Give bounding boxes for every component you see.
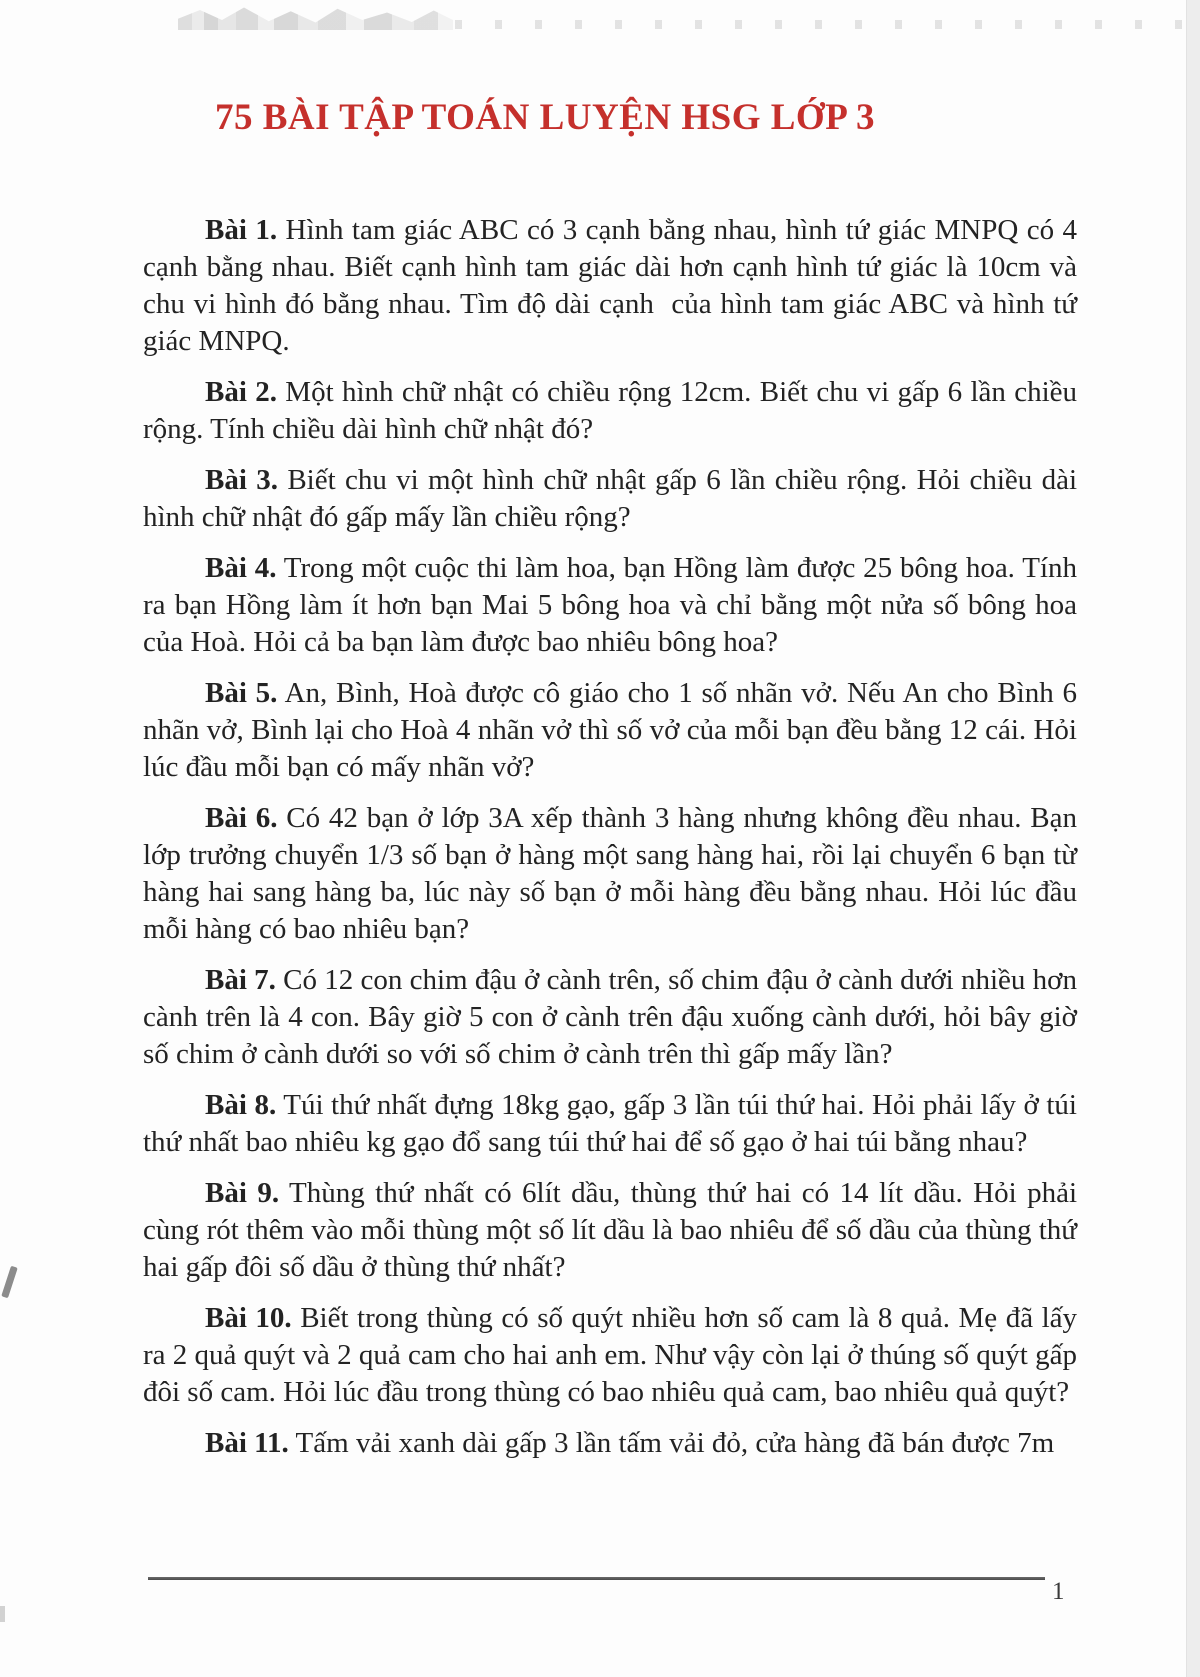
problem-text: Trong một cuộc thi làm hoa, bạn Hồng làm được 25 bông hoa. Tính ra bạn Hồng làm ít hơn bạn Mai 5 bông hoa và chỉ bằng một nửa số bông hoa của Hoà. Hỏi cả ba bạn làm được bao nhiêu bông hoa? bbox=[143, 552, 1078, 658]
problem-paragraph-9 bbox=[143, 1175, 1077, 1286]
scan-artifact-top-blotch bbox=[178, 5, 453, 30]
scan-artifact-right-edge bbox=[1186, 0, 1200, 1677]
problem-label: Bài 2. bbox=[205, 376, 277, 408]
problem-label: Bài 11. bbox=[205, 1427, 289, 1459]
problem-label: Bài 7. bbox=[205, 964, 276, 996]
problem-label: Bài 10. bbox=[205, 1302, 292, 1334]
scan-artifact-top-dashes bbox=[455, 20, 1185, 29]
page-title: 75 BÀI TẬP TOÁN LUYỆN HSG LỚP 3 bbox=[214, 97, 876, 138]
problem-label: Bài 5. bbox=[205, 677, 278, 709]
problem-paragraph-11 bbox=[143, 1425, 1077, 1462]
problem-paragraph-7 bbox=[143, 962, 1077, 1073]
problem-paragraph-4 bbox=[143, 550, 1077, 661]
problem-label: Bài 3. bbox=[205, 464, 278, 496]
problem-paragraph-6 bbox=[143, 800, 1077, 948]
problem-label: Bài 1. bbox=[205, 214, 278, 246]
problem-paragraph-3 bbox=[143, 462, 1077, 536]
problem-paragraph-1 bbox=[143, 212, 1077, 360]
problem-text: Có 42 bạn ở lớp 3A xếp thành 3 hàng nhưng không đều nhau. Bạn lớp trưởng chuyển 1/3 số bạn ở hàng một sang hàng hai, rồi lại chuyển 6 bạn từ hàng hai sang hàng ba, lúc này số bạn ở mỗi hàng đều bằng nhau. Hỏi lúc đầu mỗi hàng có bao nhiêu bạn? bbox=[143, 802, 1077, 945]
page-number: 1 bbox=[1052, 1578, 1065, 1605]
scan-artifact-left-dot bbox=[0, 1606, 5, 1622]
problem-text: Có 12 con chim đậu ở cành trên, số chim đậu ở cành dưới nhiều hơn cành trên là 4 con. Bây giờ 5 con ở cành trên đậu xuống cành dưới, hỏi bây giờ số chim ở cành dưới so với số chim ở cành trên thì gấp mấy lần? bbox=[143, 964, 1077, 1070]
problem-text: An, Bình, Hoà được cô giáo cho 1 số nhãn vở. Nếu An cho Bình 6 nhãn vở, Bình lại cho Hoà 4 nhãn vở thì số vở của mỗi bạn đều bằng 12 cái. Hỏi lúc đầu mỗi bạn có mấy nhãn vở? bbox=[143, 677, 1077, 783]
problems-list bbox=[143, 212, 1077, 1476]
problem-text: Biết chu vi một hình chữ nhật gấp 6 lần chiều rộng. Hỏi chiều dài hình chữ nhật đó gấp mấy lần chiều rộng? bbox=[143, 464, 1078, 533]
problem-label: Bài 8. bbox=[205, 1089, 277, 1121]
problem-text: Thùng thứ nhất có 6lít dầu, thùng thứ hai có 14 lít dầu. Hỏi phải cùng rót thêm vào mỗi thùng một số lít dầu là bao nhiêu để số dầu của thùng thứ hai gấp đôi số dầu ở thùng thứ nhất? bbox=[143, 1177, 1078, 1283]
problem-label: Bài 6. bbox=[205, 802, 278, 834]
problem-text: Túi thứ nhất đựng 18kg gạo, gấp 3 lần túi thứ hai. Hỏi phải lấy ở túi thứ nhất bao nhiêu kg gạo đổ sang túi thứ hai để số gạo ở hai túi bằng nhau? bbox=[143, 1089, 1077, 1158]
problem-paragraph-10 bbox=[143, 1300, 1077, 1411]
problem-paragraph-2 bbox=[143, 374, 1077, 448]
problem-text: Biết trong thùng có số quýt nhiều hơn số cam là 8 quả. Mẹ đã lấy ra 2 quả quýt và 2 quả cam cho hai anh em. Như vậy còn lại ở thúng số quýt gấp đôi số cam. Hỏi lúc đầu trong thùng có bao nhiêu quả cam, bao nhiêu quả quýt? bbox=[143, 1302, 1077, 1408]
footer-divider bbox=[148, 1577, 1045, 1580]
problem-text: Tấm vải xanh dài gấp 3 lần tấm vải đỏ, cửa hàng đã bán được 7m bbox=[295, 1427, 1055, 1459]
problem-text: Hình tam giác ABC có 3 cạnh bằng nhau, hình tứ giác MNPQ có 4 cạnh bằng nhau. Biết cạnh hình tam giác dài hơn cạnh hình tứ giác là 10cm và chu vi hình đó bằng nhau. Tìm độ dài cạnh của hình tam giác ABC và hình tứ giác MNPQ. bbox=[143, 214, 1078, 357]
problem-text: Một hình chữ nhật có chiều rộng 12cm. Biết chu vi gấp 6 lần chiều rộng. Tính chiều dài hình chữ nhật đó? bbox=[143, 376, 1077, 445]
problem-paragraph-8 bbox=[143, 1087, 1077, 1161]
scan-artifact-left-mark bbox=[1, 1266, 18, 1299]
problem-label: Bài 9. bbox=[205, 1177, 280, 1209]
problem-paragraph-5 bbox=[143, 675, 1077, 786]
problem-label: Bài 4. bbox=[205, 552, 277, 584]
